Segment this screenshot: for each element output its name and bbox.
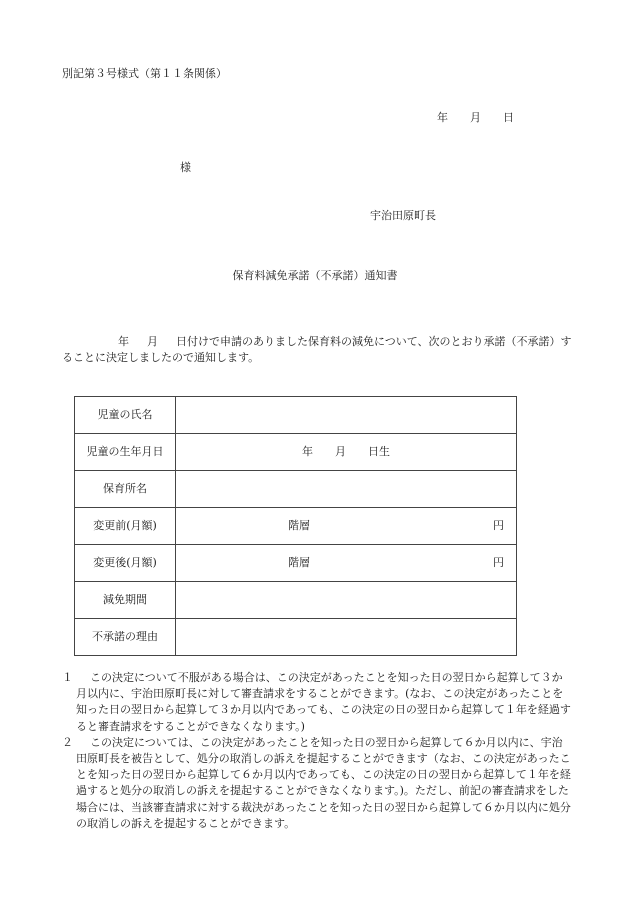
after-yen: 円 bbox=[493, 555, 504, 569]
rejection-reason-value bbox=[176, 619, 517, 656]
note-text: この決定について不服がある場合は、この決定があったことを知った日の翌日から起算して３か月以内に、宇治田原町長に対して審査請求をすることができます。(なお、この決定があったことを知った日の翌日から起算して３か月以内であっても、この決定の日の翌日から起算して１年を経過すると審査請求をすることができなくなります。) bbox=[76, 671, 571, 733]
reduction-period-value bbox=[176, 582, 517, 619]
after-change-label: 変更後(月額) bbox=[75, 545, 176, 582]
nursery-name-value bbox=[176, 471, 517, 508]
table-row bbox=[75, 582, 517, 619]
table-row bbox=[75, 619, 517, 656]
document-title: 保育料減免承諾（不承諾）通知書 bbox=[232, 269, 398, 282]
rejection-reason-label: 不承諾の理由 bbox=[75, 619, 176, 656]
table-row bbox=[75, 397, 517, 434]
issuer-name: 宇治田原町長 bbox=[370, 209, 436, 222]
after-change-value bbox=[176, 545, 517, 582]
notice-date bbox=[437, 110, 514, 127]
note-item bbox=[62, 670, 572, 735]
note-text: この決定については、この決定があったことを知った日の翌日から起算して６か月以内に、宇治田原町長を被告として、処分の取消しの訴えを提起することができます（なお、この決定があったことを知った日の翌日から起算して６か月以内であっても、この決定の日の翌日から起算して１年を経過すると処分の取消しの訴えを提起することができなくなります。)。ただし、前記の審査請求をした場合には、当該審査請求に対する裁決があったことを知った日の翌日から起算して６か月以内に処分の取消しの訴えを提起することができます。 bbox=[76, 735, 571, 830]
intro-month: 月 bbox=[147, 335, 158, 348]
table-row bbox=[75, 471, 517, 508]
intro-paragraph bbox=[62, 334, 572, 366]
note-number: ２ bbox=[62, 735, 73, 749]
child-birthdate-value bbox=[176, 434, 517, 471]
intro-year: 年 bbox=[118, 335, 129, 348]
table-row bbox=[75, 508, 517, 545]
before-change-label: 変更前(月額) bbox=[75, 508, 176, 545]
birth-day: 日生 bbox=[368, 444, 390, 458]
date-month: 月 bbox=[470, 111, 481, 124]
before-tier: 階層 bbox=[288, 518, 310, 532]
before-yen: 円 bbox=[493, 518, 504, 532]
intro-text: 日付けで申請のありました保育料の減免について、次のとおり承諾（不承諾）することに決定しましたので通知します。 bbox=[62, 335, 572, 364]
details-table bbox=[74, 396, 517, 656]
form-number: 別記第３号様式（第１１条関係） bbox=[62, 67, 227, 80]
date-year: 年 bbox=[437, 111, 448, 124]
note-number: １ bbox=[62, 671, 73, 684]
birth-year: 年 bbox=[302, 444, 313, 458]
child-name-label: 児童の氏名 bbox=[75, 397, 176, 434]
date-day: 日 bbox=[503, 111, 514, 124]
reduction-period-label: 減免期間 bbox=[75, 582, 176, 619]
child-birthdate-label: 児童の生年月日 bbox=[75, 434, 176, 471]
child-name-value bbox=[176, 397, 517, 434]
notes-section bbox=[62, 670, 572, 832]
before-change-value bbox=[176, 508, 517, 545]
nursery-name-label: 保育所名 bbox=[75, 471, 176, 508]
birth-month: 月 bbox=[335, 444, 346, 458]
table-row bbox=[75, 434, 517, 471]
addressee-honorific: 様 bbox=[180, 161, 191, 174]
note-item bbox=[62, 735, 572, 832]
after-tier: 階層 bbox=[288, 555, 310, 569]
table-row bbox=[75, 545, 517, 582]
